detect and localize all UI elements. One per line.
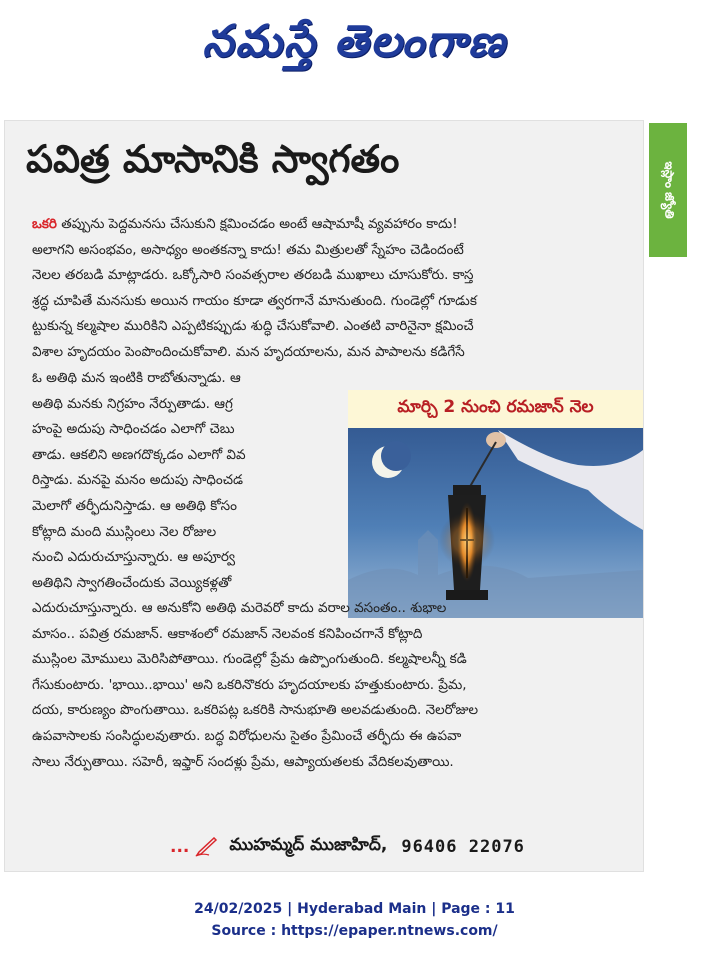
- body-line: ఉపవాసాలకు సంసిద్ధులవుతారు. బద్ధ విరోధులను సైతం ప్రేమించే తర్ఫీదు ఈ ఉపవా: [32, 727, 462, 744]
- pen-icon: [195, 837, 219, 857]
- article-body-narrow: [32, 366, 332, 596]
- body-line: సాలు నేర్పుతాయి. సహెరీ, ఇఫ్తార్ సందళ్లు ప్రేమ, ఆప్యాయతలకు వేదికలవుతాయి.: [32, 753, 454, 770]
- masthead: [0, 6, 709, 78]
- photo-caption-bar: [348, 390, 643, 428]
- photo-caption: మార్చి 2 నుంచి రమజాన్ నెల: [397, 397, 594, 417]
- body-line: అతిథిని స్వాగతించేందుకు వెయ్యికళ్లతో: [32, 574, 232, 591]
- article-body-bottom: [32, 596, 632, 775]
- body-line: మాసం.. పవిత్ర రమజాన్. ఆకాశంలో రమజాన్ నెలవంక కనిపించగానే కోట్లాది: [32, 625, 423, 642]
- masthead-title: నమస్తే తెలంగాణ: [202, 16, 507, 67]
- byline-author: ముహమ్మద్ ముజాహిద్,: [229, 835, 388, 855]
- article-headline: పవిత్ర మాసానికి స్వాగతం: [26, 137, 400, 181]
- footer-source-link[interactable]: Source : https://epaper.ntnews.com/: [211, 923, 498, 939]
- body-line: దయ, కారుణ్యం పొంగుతాయి. ఒకరిపట్ల ఒకరికి సానుభూతి అలవడుతుంది. నెలరోజుల: [32, 702, 479, 719]
- body-line: ఒకరి తప్పును పెద్దమనసు చేసుకుని క్షమించడం అంటే ఆషామాషీ వ్యవహారం కాదు!: [32, 216, 458, 232]
- body-line: నుంచి ఎదురుచూస్తున్నారు. ఆ అపూర్వ: [32, 549, 236, 566]
- byline-phone: 96406 22076: [401, 837, 525, 857]
- body-line: ఎదురుచూస్తున్నారు. ఆ అనుకోని అతిథి మరెవరో కాదు వరాల వసంతం.. శుభాల: [32, 600, 447, 616]
- body-line: మెలాగో తర్ఫీదునిస్తాడు. ఆ అతిథి కోసం: [32, 497, 238, 514]
- body-line: కోట్లాది మంది ముస్లింలు నెల రోజుల: [32, 523, 217, 540]
- body-line: ఓ అతిథి మన ఇంటికి రాబోతున్నాడు. ఆ: [32, 370, 241, 386]
- article-body-top: [32, 212, 632, 366]
- body-line: ముస్లింల మోములు మెరిసిపోతాయి. గుండెల్లో ప్రేమ ఉప్పొంగుతుంది. కల్మషాలన్నీ కడి: [32, 651, 467, 668]
- body-line: శ్రద్ధ చూపితే మనసుకు అయిన గాయం కూడా త్వరగానే మానుతుంది. గుండెల్లో గూడుక: [32, 292, 477, 309]
- section-tag-label: ఇస్లాం జ్యోతి: [662, 161, 677, 219]
- body-line: రిస్తాడు. మనపై మనం అదుపు సాధించడ: [32, 472, 244, 489]
- body-line: అలాగని అసంభవం, అసాధ్యం అంతకన్నా కాదు! తమ మిత్రులతో స్నేహం చెడిందంటే: [32, 241, 464, 258]
- body-line: తాడు. ఆకలిని అణగదొక్కడం ఎలాగో వివ: [32, 446, 246, 463]
- body-line: విశాల హృదయం పెంపొందించుకోవాలి. మన హృదయాలను, మన పాపాలను కడిగేసే: [32, 343, 465, 360]
- body-line: హంపై అదుపు సాధించడం ఎలాగో చెబు: [32, 421, 235, 438]
- footer: [0, 898, 709, 942]
- byline: [170, 832, 640, 862]
- body-line: నెలల తరబడి మాట్లాడరు. ఒక్కోసారి సంవత్సరాల తరబడి ముఖాలు చూసుకోరు. కాస్త: [32, 267, 474, 284]
- footer-date-line: 24/02/2025 | Hyderabad Main | Page : 11: [194, 901, 515, 917]
- byline-dots: ...: [170, 837, 190, 857]
- body-line: ట్టుకున్న కల్మషాల మురికిని ఎప్పటికప్పుడు శుద్ధి చేసుకోవాలి. ఎంతటి వారినైనా క్షమించే: [32, 318, 474, 335]
- body-line: అతిథి మనకు నిగ్రహం నేర్పుతాడు. ఆగ్ర: [32, 395, 233, 412]
- section-tag: [649, 123, 687, 257]
- lead-word: ఒకరి: [32, 216, 57, 232]
- body-line: గేసుకుంటారు. 'భాయి..భాయి' అని ఒకరినొకరు హృదయాలకు హత్తుకుంటారు. ప్రేమ,: [32, 676, 467, 693]
